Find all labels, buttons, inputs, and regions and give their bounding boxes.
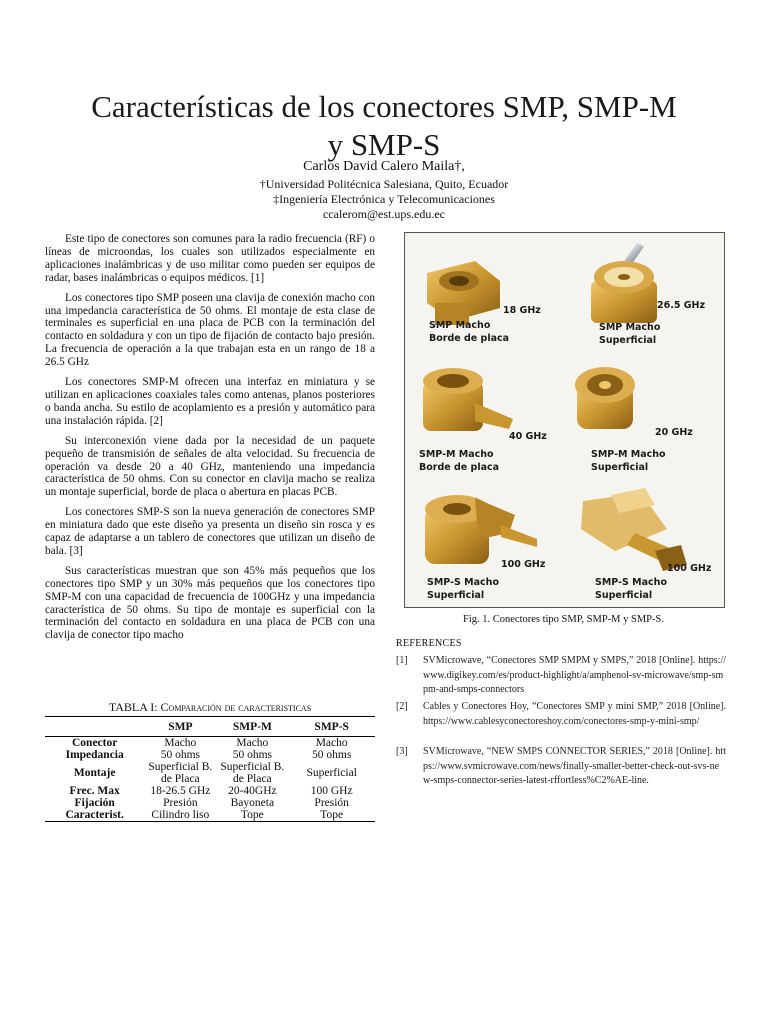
freq-label: 18 GHz — [503, 305, 541, 316]
reference-text: Cables y Conectores Hoy, “Conectores SMP y mini SMP,” 2018 [Online]. https://www.cablesyconectoreshoy.com/conectores-smp-y-mini-smp/ — [423, 701, 726, 727]
author-name: Carlos David Calero Maila†, — [303, 159, 465, 174]
connector-label: SMP-M Macho — [419, 449, 494, 460]
author-email: ccalerom@est.ups.edu.ec — [323, 207, 445, 221]
table-caption — [45, 700, 375, 715]
table-cell: Presión — [314, 797, 349, 809]
smpm-surface-connector-image — [575, 367, 635, 429]
paragraph-smps-details: Sus características muestran que son 45% más pequeños que los conectores tipo SMP y un 30% más pequeños que los conectores tipo SMP-M con una capacidad de frecuencia de 100GHz y una impedancia característica de 50 ohms. Su tipo de montaje es superficial con la terminación del contacto en soldadura en una placa de PCB con una clavija de conector tipo macho — [45, 564, 375, 642]
table-row — [45, 761, 375, 785]
row-label: Impedancia — [65, 749, 124, 761]
connector-sublabel: Borde de placa — [419, 462, 500, 473]
freq-label: 20 GHz — [655, 427, 693, 438]
smps-surface-connector-image — [581, 488, 687, 571]
paragraph-intro: Este tipo de conectores son comunes para la radio frecuencia (RF) o líneas de microondas, los cuales son utilizados especialmente en aplicaciones inalámbricas y de uso militar como pueden ser equipos de radar, bases inalámbricas o equipos médicos. [1] — [45, 233, 375, 284]
table-row — [45, 749, 375, 761]
table-row — [45, 797, 375, 809]
connector-sublabel: Superficial — [595, 590, 653, 601]
title-line-2: y SMP-S — [327, 127, 441, 162]
table-header-cell: SMP-S — [314, 720, 349, 733]
title-line-1: Características de los conectores SMP, SMP-M — [91, 89, 677, 124]
table-cell: Macho — [164, 737, 197, 749]
reference-text: SVMicrowave, “NEW SMPS CONNECTOR SERIES,” 2018 [Online]. https://www.svmicrowave.com/news/finally-smaller-better-check-out-svs-new-smps-connector-series-latest-rffortless%C2%AE-line. — [423, 746, 726, 786]
smp-edge-connector-image — [427, 261, 500, 325]
table-cell: 20-40GHz — [228, 785, 277, 797]
table-cell: Superficial B. de Placa — [220, 761, 285, 785]
connector-label: SMP Macho — [429, 320, 491, 331]
table-cell: Cilindro liso — [151, 809, 210, 821]
row-label: Frec. Max — [69, 785, 120, 797]
table-cell: Superficial — [306, 767, 357, 779]
affiliation-university: †Universidad Politécnica Salesiana, Quito, Ecuador — [259, 177, 509, 191]
table-cell: Tope — [240, 809, 264, 821]
reference-number: [1] — [396, 655, 408, 666]
reference-item — [396, 700, 726, 729]
freq-label: 100 GHz — [667, 563, 712, 574]
table-caption-text: Comparación de caracteristicas — [160, 700, 312, 714]
table-row — [45, 785, 375, 797]
comparison-table — [45, 716, 375, 822]
table-header-cell: SMP — [168, 720, 193, 733]
smpm-edge-connector-image — [423, 368, 513, 431]
table-header-cell: SMP-M — [232, 720, 272, 733]
freq-label: 26.5 GHz — [657, 300, 706, 311]
connector-label: SMP-S Macho — [427, 577, 499, 588]
body-text-column — [45, 233, 375, 649]
connector-label: SMP Macho — [599, 322, 661, 333]
row-label: Caracterist. — [65, 809, 124, 821]
reference-item — [396, 654, 726, 698]
table-cell: 18-26.5 GHz — [150, 785, 211, 797]
connector-sublabel: Superficial — [591, 462, 649, 473]
table-cell: 50 ohms — [312, 749, 352, 761]
table-cell: 50 ohms — [232, 749, 272, 761]
table-row — [45, 809, 375, 822]
reference-number: [3] — [396, 746, 408, 757]
paragraph-smps: Los conectores SMP-S son la nueva generación de conectores SMP en miniatura dado que este diseño ya presenta un diseño sin rosca y es capaz de adaptarse a un tablero de conectores que utilizan un diseño de bala. [3] — [45, 506, 375, 557]
paragraph-smpm-details: Su interconexión viene dada por la necesidad de un paquete pequeño de transmisión de señales de alta velocidad. Su frecuencia de operación va desde 20 a 40 GHz, manteniendo una impedancia característica de 50 ohms. Con su conector en clavija macho se realiza un montaje superficial, borde de placa o abertura en placas PCB. — [45, 434, 375, 499]
reference-number: [2] — [396, 701, 408, 712]
table-cell: Presión — [163, 797, 198, 809]
table-cell: Superficial B. de Placa — [148, 761, 213, 785]
figure-caption: Fig. 1. Conectores tipo SMP, SMP-M y SMP-S. — [462, 614, 664, 625]
smp-surface-connector-image — [591, 242, 657, 323]
table-row — [45, 737, 375, 750]
table-cell: Bayoneta — [230, 797, 275, 809]
table-cell: Macho — [236, 737, 269, 749]
paragraph-smp: Los conectores tipo SMP poseen una clavija de conexión macho con una impedancia característica de 50 ohms. El montaje de esta clase de terminales es superficial en una placa de PCB con la terminación del contacto en soldadura y con un tipo de fijación de contacto bajo presión. La frecuencia de operación a la que trabajan esta en un rango de 18 a 26.5 GHz — [45, 291, 375, 369]
connector-label: SMP-M Macho — [591, 449, 666, 460]
paragraph-smpm: Los conectores SMP-M ofrecen una interfaz en miniatura y se utilizan en aplicaciones coaxiales tales como antenas, planos posteriores o banda ancha. Su estilo de acoplamiento es a presión y automático para una instalación rápida. [2] — [45, 376, 375, 427]
affiliation-department: ‡Ingeniería Electrónica y Telecomunicaciones — [273, 192, 495, 206]
table-header-cell — [45, 717, 144, 737]
connector-sublabel: Superficial — [599, 335, 657, 346]
table-header-row — [45, 717, 375, 737]
row-label: Conector — [72, 737, 118, 749]
table-cell: Macho — [315, 737, 348, 749]
connector-sublabel: Borde de placa — [429, 333, 510, 344]
connectors-figure — [404, 232, 725, 608]
paper-title — [60, 88, 708, 164]
row-label: Fijación — [74, 797, 115, 809]
connector-sublabel: Superficial — [427, 590, 485, 601]
row-label: Montaje — [73, 767, 116, 779]
freq-label: 40 GHz — [509, 431, 547, 442]
reference-text: SVMicrowave, “Conectores SMP SMPM y SMPS,” 2018 [Online]. https://www.digikey.com/es/product-highlight/a/amphenol-sv-microwave/smp-smpm-and-smps-connectors — [423, 655, 726, 695]
references-heading: REFERENCES — [396, 638, 462, 649]
table-cell: 100 GHz — [310, 785, 353, 797]
table-cell: Tope — [320, 809, 344, 821]
freq-label: 100 GHz — [501, 559, 546, 570]
connector-label: SMP-S Macho — [595, 577, 667, 588]
reference-item — [396, 745, 726, 789]
table-cell: 50 ohms — [160, 749, 200, 761]
table-caption-prefix: TABLA I: — [108, 700, 161, 714]
smps-edge-connector-image — [425, 495, 537, 564]
